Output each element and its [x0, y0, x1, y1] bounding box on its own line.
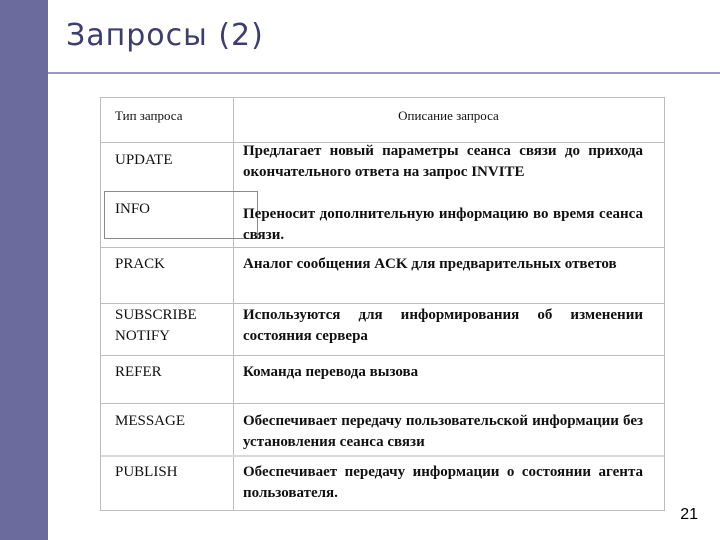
- column-divider: [233, 98, 234, 510]
- table-row-description: Используются для информирования об изменении состояния сервера: [243, 307, 643, 344]
- table-row-type: REFER: [115, 364, 162, 380]
- table-row-description: Обеспечивает передачу пользовательской информации без установления сеанса связи: [243, 413, 643, 450]
- slide-number: 21: [680, 506, 698, 523]
- row-divider: [101, 303, 664, 304]
- table-row-description: Команда перевода вызова: [243, 364, 419, 380]
- requests-table: [100, 97, 665, 511]
- table-row-type: INFO: [115, 201, 151, 217]
- row-divider: [101, 455, 664, 457]
- header-type: Тип запроса: [115, 108, 183, 123]
- row-divider: [101, 355, 664, 356]
- table-row-description: Аналог сообщения ACK для предварительных ответов: [243, 256, 617, 272]
- table-row-type: UPDATE: [115, 152, 173, 168]
- table-row-description: Предлагает новый параметры сеанса связи до прихода окончательного ответа на запрос INVITE: [243, 143, 643, 180]
- table-row-description: Переносит дополнительную информацию во время сеанса связи.: [243, 206, 643, 243]
- row-divider: [101, 403, 664, 404]
- table-row-type: MESSAGE: [115, 413, 186, 429]
- table-row-type: SUBSCRIBE NOTIFY: [115, 307, 197, 344]
- row-divider: [101, 247, 664, 248]
- table-row-type: PUBLISH: [115, 464, 178, 480]
- header-description: Описание запроса: [398, 108, 499, 123]
- title-underline: [48, 72, 720, 74]
- side-accent-bar: [0, 0, 48, 540]
- slide-title: Запросы (2): [66, 18, 264, 53]
- table-row-type: PRACK: [115, 256, 166, 272]
- table-row-description: Обеспечивает передачу информации о состоянии агента пользователя.: [243, 464, 643, 501]
